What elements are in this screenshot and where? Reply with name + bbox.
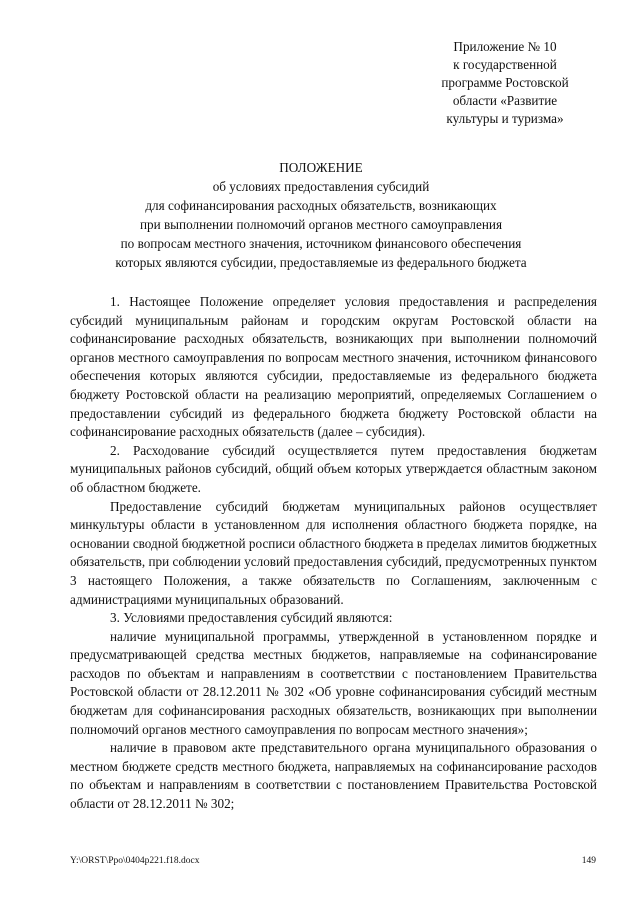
title-subtitle-line: по вопросам местного значения, источником финансового обеспечения xyxy=(120,236,522,251)
appendix-line: к государственной xyxy=(453,57,557,72)
appendix-line: области «Развитие xyxy=(452,93,558,108)
paragraph-3-condition-1: наличие муниципальной программы, утвержденной в установленном порядке и предусматривающей средства местных бюджетов, направляемые на софинансирование расходов по объектам и направлениям в соответствии с постановлением Правительства Ростовской области от 28.12.2011 № 302 «Об уровне софинансирования субсидий местным бюджетам для софинансирования расходных обязательств, возникающих при выполнении полномочий органов местного самоуправления по вопросам местного значения»; xyxy=(70,628,597,737)
title-subtitle-line: при выполнении полномочий органов местного самоуправления xyxy=(139,217,503,232)
appendix-header xyxy=(420,38,590,128)
paragraph-3-condition-2: наличие в правовом акте представительного органа муниципального образования о местном бюджете средств местного бюджета, направляемых на софинансирование расходов по объектам и направлениям в соответствии с постановлением Правительства Ростовской области от 28.12.2011 № 302; xyxy=(70,740,597,812)
paragraph-2-continued: Предоставление субсидий бюджетам муниципальных районов осуществляет минкультуры области в установленном для исполнения областного бюджета порядке, на основании сводной бюджетной росписи областного бюджета в пределах лимитов бюджетных обязательств, при соблюдении условий предоставления субсидий, предусмотренных пунктом 3 настоящего Положения, а также обязательств по Соглашениям, заключенным с администрациями муниципальных образований. xyxy=(70,498,597,607)
appendix-line: культуры и туризма» xyxy=(446,111,564,126)
appendix-line: Приложение № 10 xyxy=(453,39,557,54)
paragraph-1: 1. Настоящее Положение определяет условия предоставления и распределения субсидий муниципальным районам и городским округам Ростовской области на софинансирование расходных обязательств, возникающих при выполнении полномочий органов местного самоуправления по вопросам местного значения, источником финансового обеспечения которых являются субсидии, предоставляемые из федерального бюджета бюджету Ростовской области на реализацию мероприятий, определяемых Соглашением о предоставлении субсидий из федерального бюджета бюджету Ростовской области на софинансирование расходных обязательств (далее – субсидия). xyxy=(70,294,597,440)
document-body xyxy=(70,293,597,814)
title-subtitle-line: для софинансирования расходных обязательств, возникающих xyxy=(145,198,497,213)
paragraph-3: 3. Условиями предоставления субсидий являются: xyxy=(110,610,393,626)
title-subtitle-line: которых являются субсидии, предоставляемые из федерального бюджета xyxy=(115,255,527,270)
footer-page-number: 149 xyxy=(581,856,596,866)
document-title xyxy=(60,158,582,272)
appendix-line: программе Ростовской xyxy=(441,75,569,90)
title-heading: ПОЛОЖЕНИЕ xyxy=(279,160,363,175)
footer-file-path: Y:\ORST\Ppo\0404p221.f18.docx xyxy=(70,856,200,866)
paragraph-2: 2. Расходование субсидий осуществляется путем предоставления бюджетам муниципальных районов субсидий, общий объем которых утверждается областным законом об областном бюджете. xyxy=(70,442,597,495)
title-subtitle-line: об условиях предоставления субсидий xyxy=(212,179,430,194)
